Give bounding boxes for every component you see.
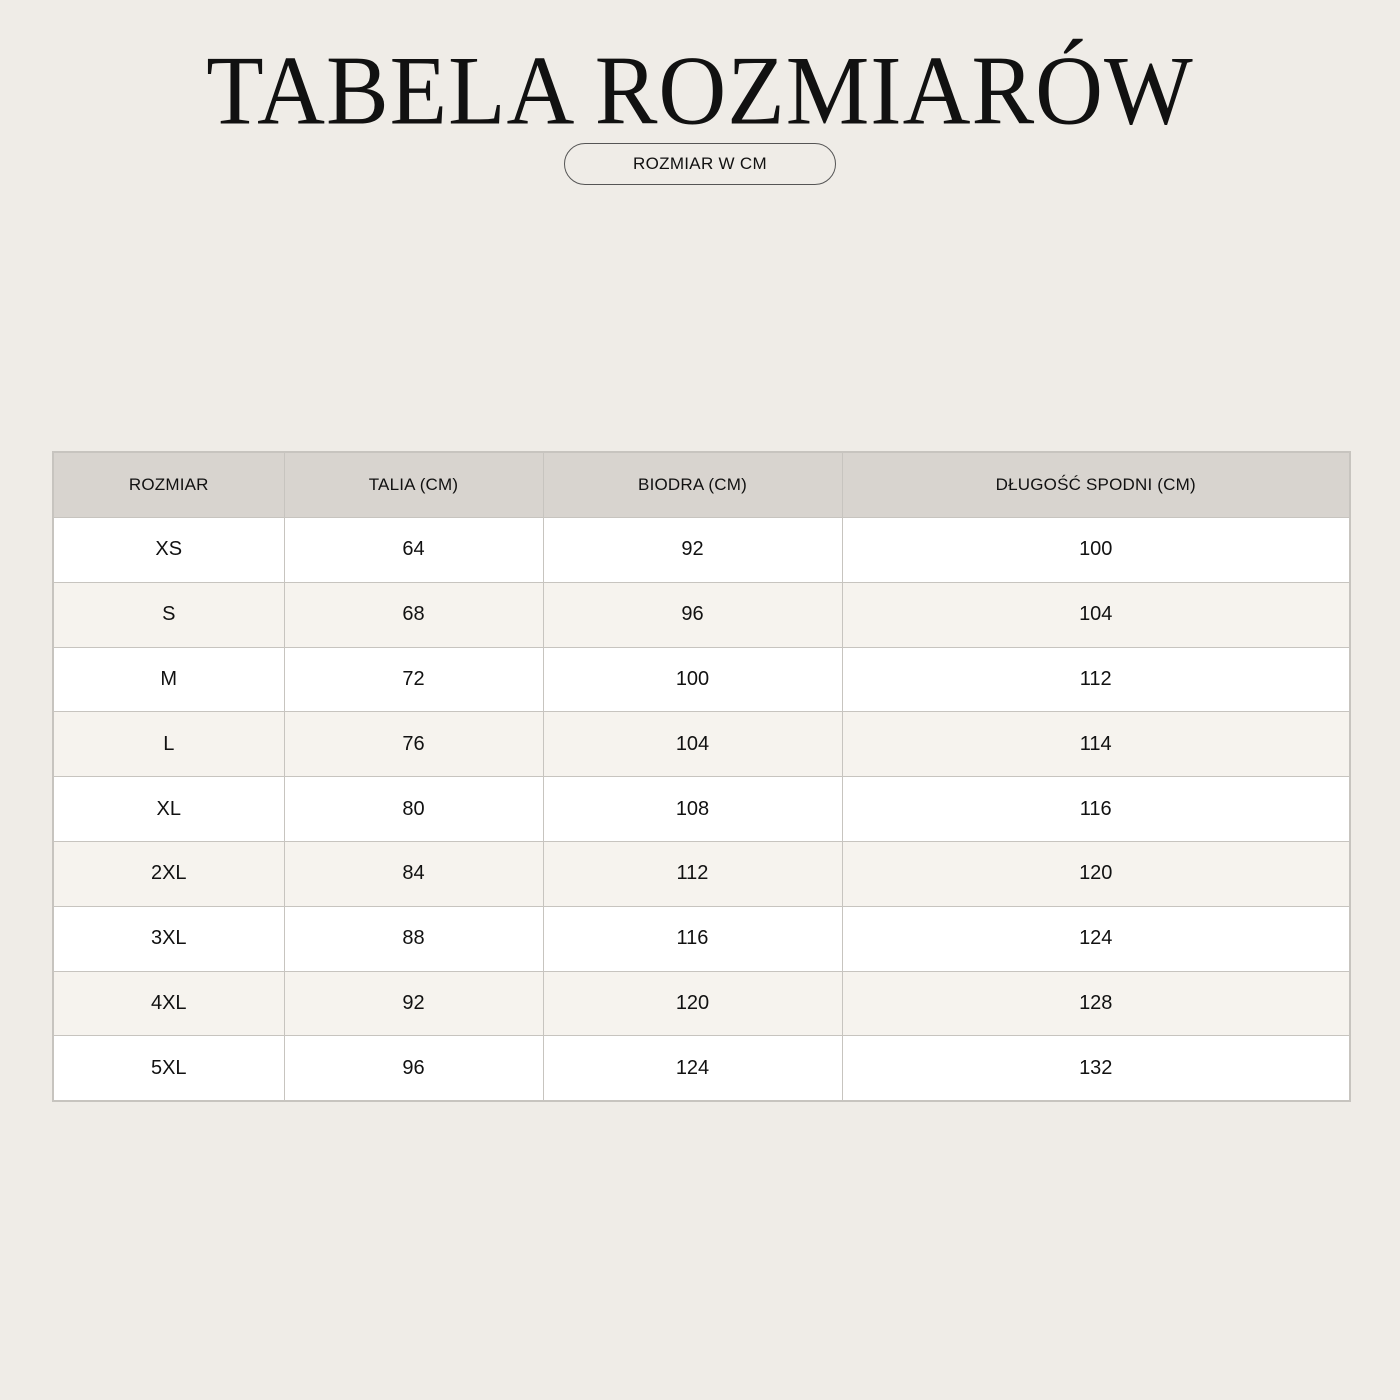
waist-cell: 68 [284, 582, 543, 647]
waist-cell: 92 [284, 971, 543, 1036]
trouser-length-cell: 128 [842, 971, 1350, 1036]
table-row [53, 841, 1350, 906]
trouser-length-cell: 116 [842, 777, 1350, 842]
waist-cell: 72 [284, 647, 543, 712]
trouser-length-cell: 100 [842, 518, 1350, 583]
size-table [52, 451, 1351, 1102]
hips-cell: 92 [543, 518, 842, 583]
table-row [53, 647, 1350, 712]
hips-cell: 96 [543, 582, 842, 647]
table-row [53, 712, 1350, 777]
column-header-size: ROZMIAR [53, 452, 284, 518]
hips-cell: 116 [543, 906, 842, 971]
column-header-trouser-length: DŁUGOŚĆ SPODNI (CM) [842, 452, 1350, 518]
table-row [53, 906, 1350, 971]
size-cell: 3XL [53, 906, 284, 971]
table-header-row [53, 452, 1350, 518]
hips-cell: 120 [543, 971, 842, 1036]
trouser-length-cell: 124 [842, 906, 1350, 971]
waist-cell: 76 [284, 712, 543, 777]
table-row [53, 518, 1350, 583]
page-title: TABELA ROZMIARÓW [206, 36, 1194, 146]
size-cell: 5XL [53, 1036, 284, 1101]
size-cell: S [53, 582, 284, 647]
unit-badge: ROZMIAR W CM [564, 143, 836, 185]
size-cell: M [53, 647, 284, 712]
waist-cell: 80 [284, 777, 543, 842]
waist-cell: 88 [284, 906, 543, 971]
trouser-length-cell: 112 [842, 647, 1350, 712]
trouser-length-cell: 132 [842, 1036, 1350, 1101]
waist-cell: 96 [284, 1036, 543, 1101]
waist-cell: 64 [284, 518, 543, 583]
trouser-length-cell: 120 [842, 841, 1350, 906]
hips-cell: 108 [543, 777, 842, 842]
hips-cell: 104 [543, 712, 842, 777]
hips-cell: 124 [543, 1036, 842, 1101]
trouser-length-cell: 104 [842, 582, 1350, 647]
size-cell: XL [53, 777, 284, 842]
table-row [53, 777, 1350, 842]
size-cell: 2XL [53, 841, 284, 906]
size-cell: 4XL [53, 971, 284, 1036]
trouser-length-cell: 114 [842, 712, 1350, 777]
table-row [53, 1036, 1350, 1101]
column-header-waist: TALIA (CM) [284, 452, 543, 518]
column-header-hips: BIODRA (CM) [543, 452, 842, 518]
size-cell: XS [53, 518, 284, 583]
table-row [53, 971, 1350, 1036]
size-cell: L [53, 712, 284, 777]
hips-cell: 112 [543, 841, 842, 906]
table-row [53, 582, 1350, 647]
hips-cell: 100 [543, 647, 842, 712]
waist-cell: 84 [284, 841, 543, 906]
